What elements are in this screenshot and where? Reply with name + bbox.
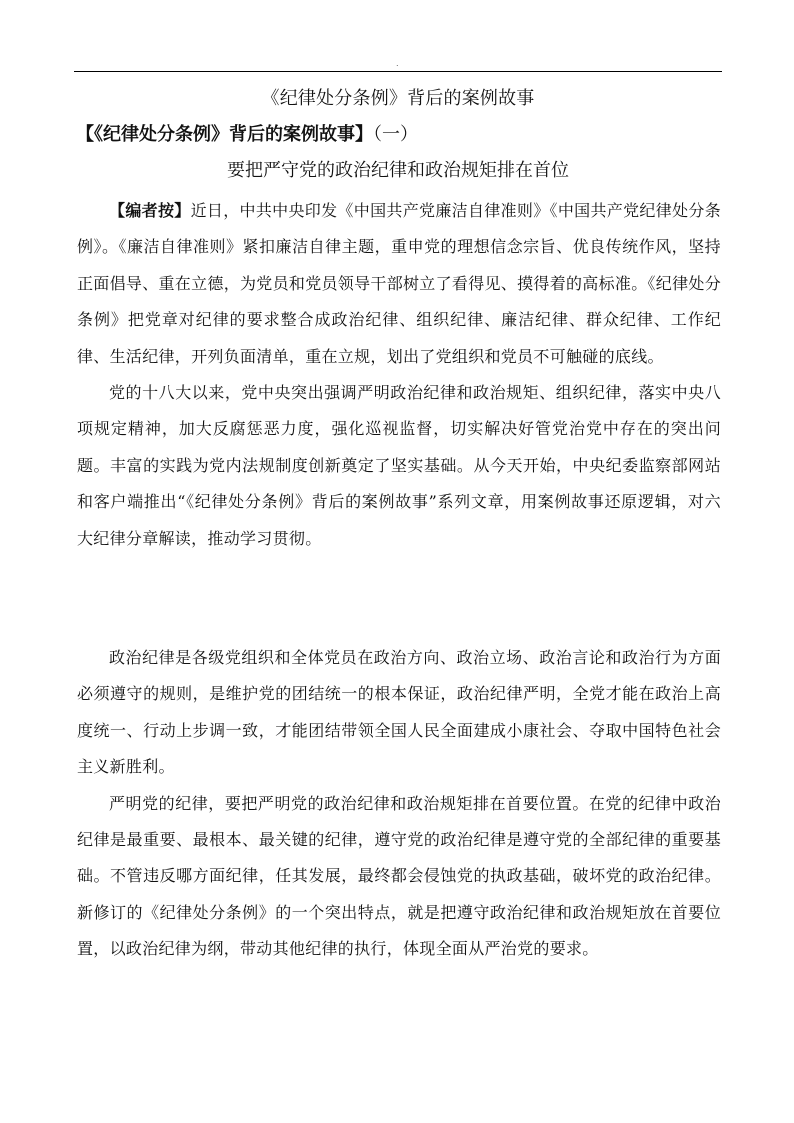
document-title: 《纪律处分条例》背后的案例故事	[261, 88, 535, 109]
article-subtitle: 要把严守党的政治纪律和政治规矩排在首位	[227, 160, 569, 181]
editor-note-block	[77, 193, 721, 557]
editor-note-paragraph	[77, 193, 721, 375]
series-number: （一）	[373, 124, 418, 145]
header-rule	[74, 71, 722, 72]
main-text-block	[77, 640, 721, 968]
series-title-text: 【《纪律处分条例》背后的案例故事】	[76, 124, 373, 145]
body-paragraph: 严明党的纪律，要把严明党的政治纪律和政治规矩排在首要位置。在党的纪律中政治纪律是最重要、最根本、最关键的纪律，遵守党的政治纪律是遵守党的全部纪律的重要基础。不管违反哪方面纪律，任其发展，最终都会侵蚀党的执政基础，破坏党的政治纪律。新修订的《纪律处分条例》的一个突出特点，就是把遵守政治纪律和政治规矩放在首要位置，以政治纪律为纲，带动其他纪律的执行，体现全面从严治党的要求。	[77, 793, 721, 959]
editor-note-lead: 【编者按】	[109, 201, 191, 220]
header-mark: .	[396, 59, 399, 68]
body-paragraph: 党的十八大以来，党中央突出强调严明政治纪律和政治规矩、组织纪律，落实中央八项规定精神，加大反腐惩恶力度，强化巡视监督，切实解决好管党治党中存在的突出问题。丰富的实践为党内法规制度创新奠定了坚实基础。从今天开始，中央纪委监察部网站和客户端推出“《纪律处分条例》背后的案例故事”系列文章，用案例故事还原逻辑，对六大纪律分章解读，推动学习贯彻。	[77, 383, 721, 548]
body-paragraph: 政治纪律是各级党组织和全体党员在政治方向、政治立场、政治言论和政治行为方面必须遵守的规则，是维护党的团结统一的根本保证，政治纪律严明，全党才能在政治上高度统一、行动上步调一致，才能团结带领全国人民全面建成小康社会、夺取中国特色社会主义新胜利。	[77, 648, 721, 777]
series-title	[76, 123, 722, 147]
editor-note-text: 近日，中共中央印发《中国共产党廉洁自律准则》《中国共产党纪律处分条例》。《廉洁自律准则》紧扣廉洁自律主题，重申党的理想信念宗旨、优良传统作风，坚持正面倡导、重在立德，为党员和党员领导干部树立了看得见、摸得着的高标准。《纪律处分条例》把党章对纪律的要求整合成政治纪律、组织纪律、廉洁纪律、群众纪律、工作纪律、生活纪律，开列负面清单，重在立规，划出了党组织和党员不可触碰的底线。	[77, 201, 722, 366]
